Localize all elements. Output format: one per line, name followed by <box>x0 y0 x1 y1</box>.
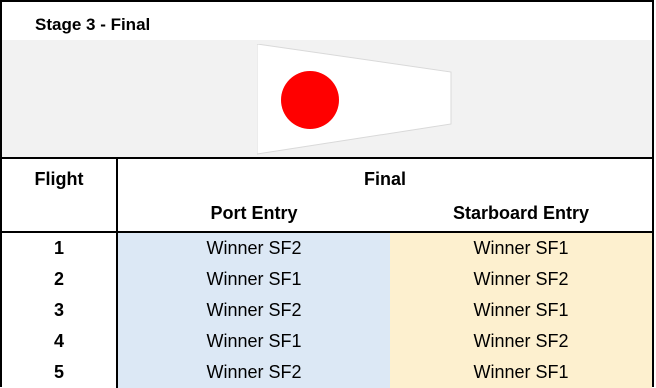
table-row <box>2 326 652 357</box>
table-row <box>2 233 652 264</box>
starboard-entry-cell: Winner SF2 <box>390 326 652 357</box>
starboard-entry-cell: Winner SF2 <box>390 264 652 295</box>
port-entry-header <box>118 195 390 231</box>
flight-number: 5 <box>2 357 118 388</box>
flight-number: 3 <box>2 295 118 326</box>
flight-column-header <box>2 159 118 231</box>
stage-title: Stage 3 - Final <box>35 15 151 34</box>
table-row <box>2 295 652 326</box>
flight-number: 2 <box>2 264 118 295</box>
pennant-flag-icon <box>257 44 457 156</box>
table-row <box>2 264 652 295</box>
starboard-entry-cell: Winner SF1 <box>390 295 652 326</box>
port-entry-cell: Winner SF2 <box>118 357 390 388</box>
port-entry-cell: Winner SF2 <box>118 295 390 326</box>
flight-number: 4 <box>2 326 118 357</box>
starboard-entry-header <box>390 195 652 231</box>
flight-number: 1 <box>2 233 118 264</box>
port-entry-cell: Winner SF2 <box>118 233 390 264</box>
table-row <box>2 357 652 388</box>
title-row <box>2 2 652 40</box>
final-header-label: Final <box>363 169 406 189</box>
port-entry-label: Port Entry <box>210 203 298 223</box>
starboard-entry-cell: Winner SF1 <box>390 357 652 388</box>
flag-band <box>2 40 652 159</box>
flight-header-label: Flight <box>34 169 84 189</box>
starboard-entry-cell: Winner SF1 <box>390 233 652 264</box>
red-dot <box>281 71 339 129</box>
starboard-entry-label: Starboard Entry <box>452 203 590 223</box>
final-header <box>118 159 652 195</box>
port-entry-cell: Winner SF1 <box>118 326 390 357</box>
port-entry-cell: Winner SF1 <box>118 264 390 295</box>
